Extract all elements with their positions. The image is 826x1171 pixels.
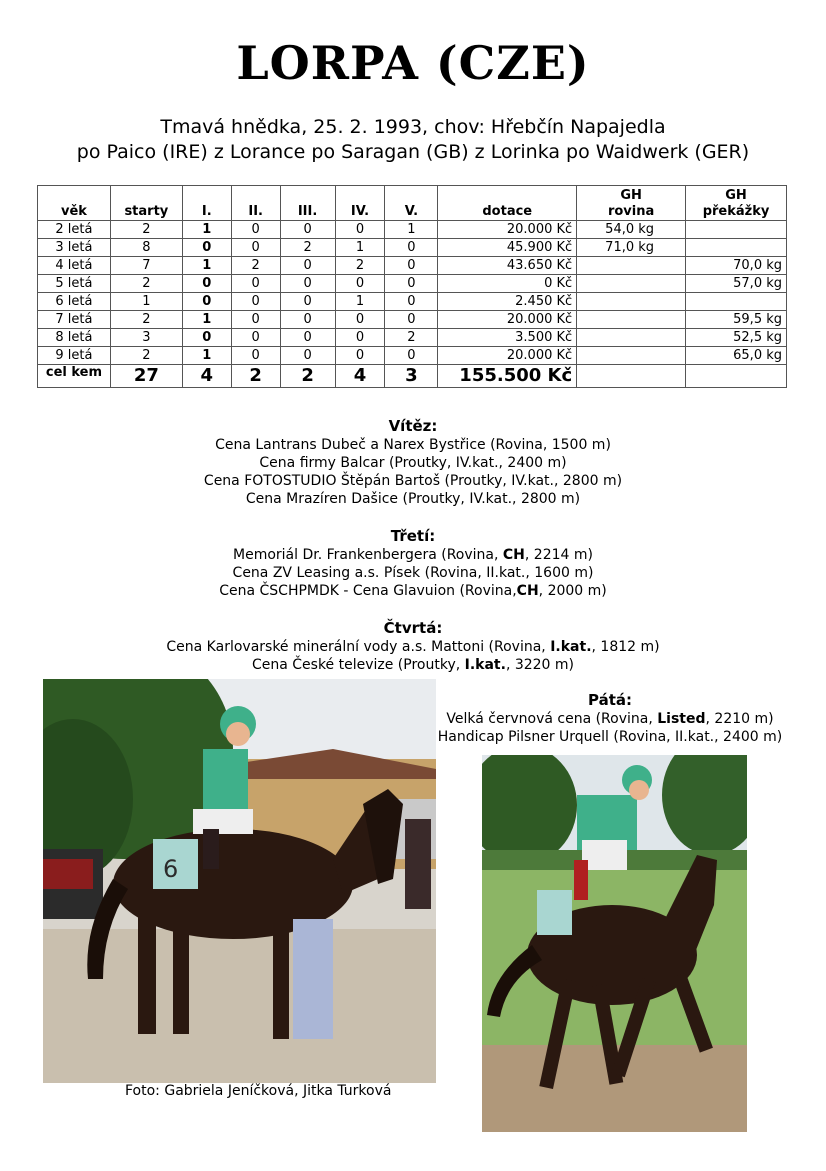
col-third: III.	[280, 186, 335, 221]
third-race: Cena ZV Leasing a.s. Písek (Rovina, II.kat., 1600 m)	[232, 565, 594, 581]
table-row	[38, 275, 787, 293]
cell-age: 4 letá	[38, 257, 111, 275]
cell-starts: 2	[110, 311, 182, 329]
cell-starts: 8	[110, 239, 182, 257]
cell-p3: 2	[280, 239, 335, 257]
cell-p3: 0	[280, 275, 335, 293]
cell-gh-jump	[686, 221, 787, 239]
cell-starts: 2	[110, 221, 182, 239]
win-race: Cena firmy Balcar (Proutky, IV.kat., 2400 m)	[259, 455, 567, 471]
cell-money: 2.450 Kč	[438, 293, 577, 311]
cell-age: 6 letá	[38, 293, 111, 311]
cell-age: 7 letá	[38, 311, 111, 329]
col-gh-jump: GH překážky	[686, 186, 787, 221]
table-total-row	[38, 365, 787, 388]
col-fifth: V.	[385, 186, 438, 221]
fourth-race: Cena Karlovarské minerální vody a.s. Mattoni (Rovina, I.kat., 1812 m)	[166, 639, 660, 655]
cell-gh-flat	[577, 347, 686, 365]
win-race: Cena FOTOSTUDIO Štěpán Bartoš (Proutky, IV.kat., 2800 m)	[203, 473, 623, 489]
cell-money: 43.650 Kč	[438, 257, 577, 275]
cell-p2: 0	[231, 239, 280, 257]
col-age: věk	[38, 186, 111, 221]
cell-p5: 2	[385, 329, 438, 347]
cell-gh-jump	[686, 239, 787, 257]
cell-gh-flat	[577, 311, 686, 329]
table-row	[38, 311, 787, 329]
third-heading: Třetí:	[390, 527, 436, 545]
cell-p5: 0	[385, 311, 438, 329]
cell-p3: 0	[280, 329, 335, 347]
win-race: Cena Lantrans Dubeč a Narex Bystřice (Rovina, 1500 m)	[215, 437, 611, 453]
horse-pedigree: po Paico (IRE) z Lorance po Saragan (GB) z Lorinka po Waidwerk (GER)	[76, 141, 750, 163]
saddle-number: 6	[163, 855, 179, 883]
table-header-row	[38, 186, 787, 221]
cell-gh-flat	[577, 293, 686, 311]
winner-section	[0, 416, 826, 508]
winner-heading: Vítěz:	[388, 417, 438, 435]
col-second: II.	[231, 186, 280, 221]
table-row	[38, 293, 787, 311]
cell-starts: 7	[110, 257, 182, 275]
cell-gh-flat	[577, 275, 686, 293]
total-gh-flat	[577, 365, 686, 388]
cell-p4: 0	[335, 311, 385, 329]
cell-p3: 0	[280, 221, 335, 239]
cell-starts: 3	[110, 329, 182, 347]
cell-p1: 1	[182, 311, 231, 329]
total-third: 2	[280, 365, 335, 388]
total-first: 4	[182, 365, 231, 388]
cell-p1: 0	[182, 293, 231, 311]
third-section	[0, 526, 826, 600]
cell-p3: 0	[280, 311, 335, 329]
cell-p3: 0	[280, 293, 335, 311]
cell-gh-flat: 71,0 kg	[577, 239, 686, 257]
col-money: dotace	[438, 186, 577, 221]
cell-p4: 0	[335, 347, 385, 365]
cell-p4: 0	[335, 275, 385, 293]
cell-money: 20.000 Kč	[438, 311, 577, 329]
cell-p2: 0	[231, 221, 280, 239]
photo-caption: Foto: Gabriela Jeníčková, Jitka Turková	[125, 1083, 392, 1099]
fourth-heading: Čtvrtá:	[383, 619, 443, 637]
cell-p2: 0	[231, 293, 280, 311]
cell-age: 5 letá	[38, 275, 111, 293]
fourth-section	[0, 618, 826, 674]
cell-p5: 0	[385, 239, 438, 257]
cell-p5: 0	[385, 293, 438, 311]
cell-p1: 1	[182, 257, 231, 275]
cell-p1: 0	[182, 275, 231, 293]
col-fourth: IV.	[335, 186, 385, 221]
cell-p5: 1	[385, 221, 438, 239]
table-row	[38, 257, 787, 275]
cell-age: 9 letá	[38, 347, 111, 365]
win-race: Cena Mrazíren Dašice (Proutky, IV.kat., 2800 m)	[245, 491, 581, 507]
cell-p4: 0	[335, 221, 385, 239]
cell-p5: 0	[385, 347, 438, 365]
third-race: Memoriál Dr. Frankenbergera (Rovina, CH, 2214 m)	[233, 547, 593, 563]
table-row	[38, 347, 787, 365]
cell-gh-jump: 52,5 kg	[686, 329, 787, 347]
cell-p4: 1	[335, 239, 385, 257]
cell-p2: 0	[231, 347, 280, 365]
cell-p2: 0	[231, 329, 280, 347]
total-fifth: 3	[385, 365, 438, 388]
cell-age: 8 letá	[38, 329, 111, 347]
race-stats-table	[37, 185, 787, 388]
cell-p5: 0	[385, 275, 438, 293]
cell-p2: 0	[231, 311, 280, 329]
fifth-race: Velká červnová cena (Rovina, Listed, 2210 m)	[446, 711, 774, 727]
cell-p1: 0	[182, 329, 231, 347]
cell-gh-jump	[686, 293, 787, 311]
fifth-heading: Pátá:	[587, 691, 632, 709]
cell-p3: 0	[280, 347, 335, 365]
cell-p1: 1	[182, 221, 231, 239]
cell-gh-jump: 70,0 kg	[686, 257, 787, 275]
cell-money: 20.000 Kč	[438, 221, 577, 239]
total-starts: 27	[110, 365, 182, 388]
cell-p2: 2	[231, 257, 280, 275]
cell-starts: 1	[110, 293, 182, 311]
horse-description: Tmavá hnědka, 25. 2. 1993, chov: Hřebčín Napajedla	[160, 116, 666, 138]
horse-paddock-photo	[43, 679, 436, 1083]
cell-gh-flat: 54,0 kg	[577, 221, 686, 239]
cell-money: 20.000 Kč	[438, 347, 577, 365]
third-race: Cena ČSCHPMDK - Cena Glavuion (Rovina,CH, 2000 m)	[219, 583, 607, 599]
cell-age: 3 letá	[38, 239, 111, 257]
cell-p4: 0	[335, 329, 385, 347]
cell-p4: 1	[335, 293, 385, 311]
col-gh-flat: GH rovina	[577, 186, 686, 221]
cell-p2: 0	[231, 275, 280, 293]
cell-gh-jump: 65,0 kg	[686, 347, 787, 365]
table-row	[38, 239, 787, 257]
cell-money: 0 Kč	[438, 275, 577, 293]
total-gh-jump	[686, 365, 787, 388]
total-money: 155.500 Kč	[438, 365, 577, 388]
fifth-section	[436, 690, 784, 746]
cell-starts: 2	[110, 347, 182, 365]
cell-p1: 0	[182, 239, 231, 257]
page-title: LORPA (CZE)	[236, 36, 590, 90]
cell-money: 3.500 Kč	[438, 329, 577, 347]
total-fourth: 4	[335, 365, 385, 388]
fifth-race: Handicap Pilsner Urquell (Rovina, II.kat., 2400 m)	[437, 729, 783, 745]
col-first: I.	[182, 186, 231, 221]
cell-p3: 0	[280, 257, 335, 275]
table-row	[38, 329, 787, 347]
horse-gallop-photo	[482, 755, 747, 1132]
cell-gh-jump: 57,0 kg	[686, 275, 787, 293]
cell-starts: 2	[110, 275, 182, 293]
table-row	[38, 221, 787, 239]
cell-money: 45.900 Kč	[438, 239, 577, 257]
cell-gh-jump: 59,5 kg	[686, 311, 787, 329]
total-label: cel kem	[38, 365, 111, 388]
total-second: 2	[231, 365, 280, 388]
col-starts: starty	[110, 186, 182, 221]
cell-p5: 0	[385, 257, 438, 275]
fourth-race: Cena České televize (Proutky, I.kat., 3220 m)	[251, 657, 575, 673]
cell-p4: 2	[335, 257, 385, 275]
cell-gh-flat	[577, 257, 686, 275]
cell-p1: 1	[182, 347, 231, 365]
cell-gh-flat	[577, 329, 686, 347]
cell-age: 2 letá	[38, 221, 111, 239]
